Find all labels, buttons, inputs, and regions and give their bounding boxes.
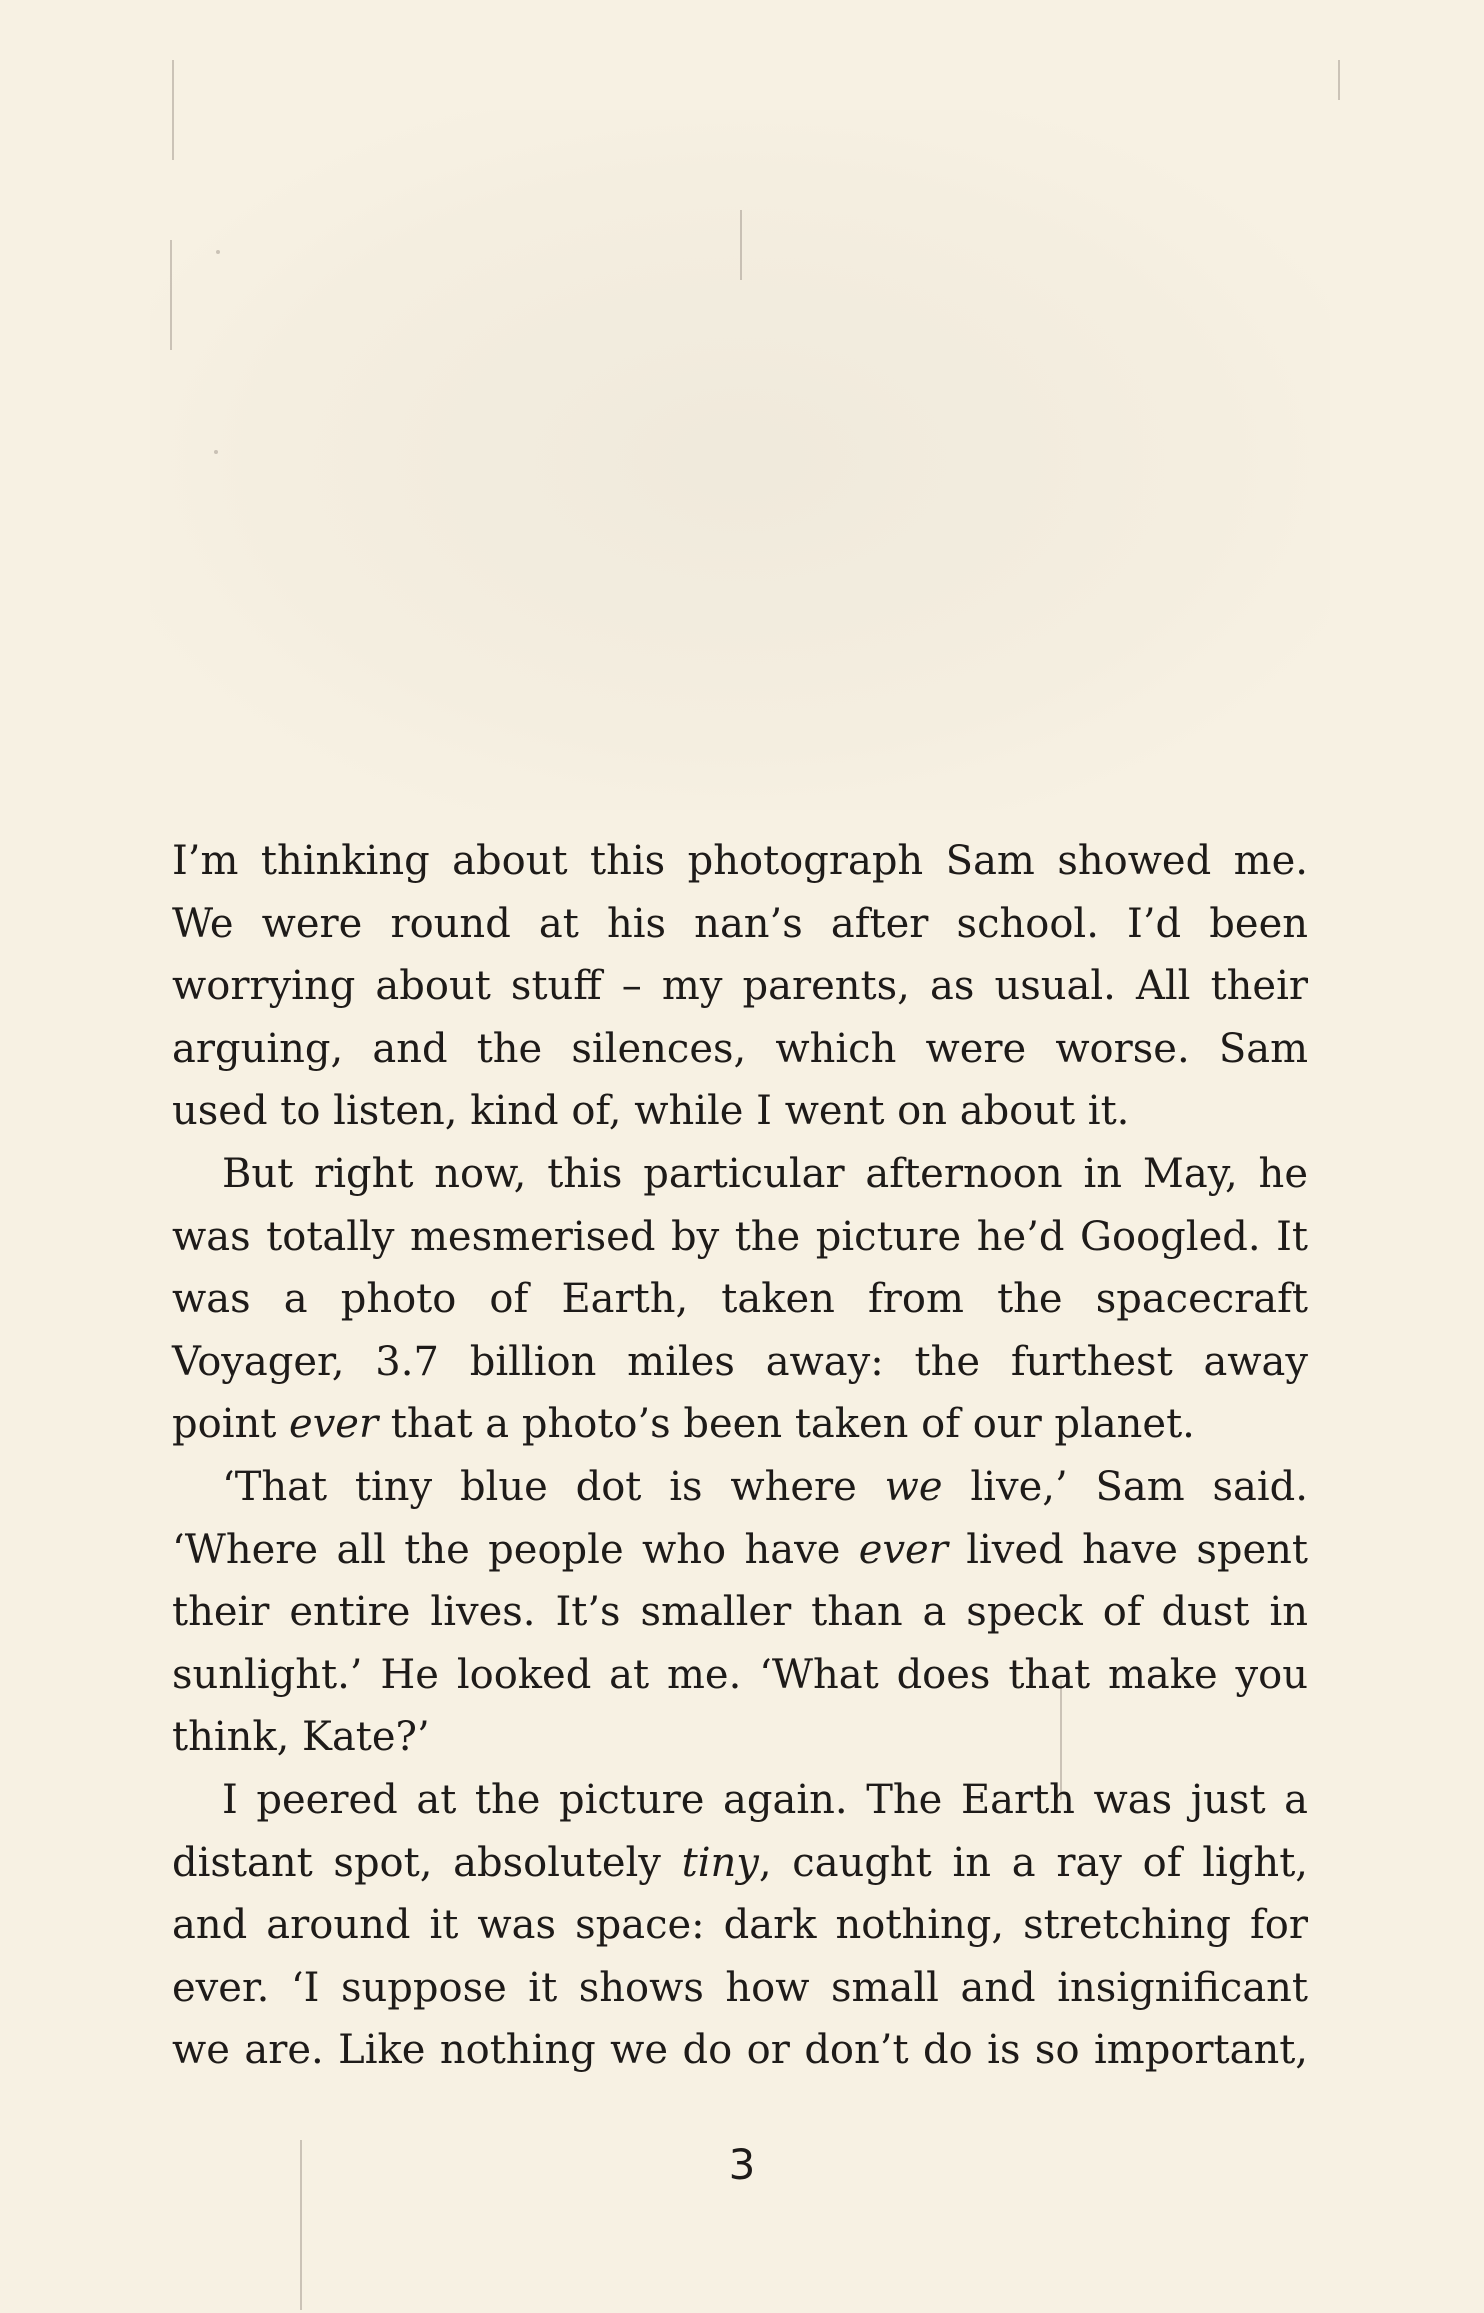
text-run: ‘Where all the people who have	[172, 1526, 859, 1573]
text-run: Voyager, 3.7 billion miles away: the furthest away	[172, 1338, 1308, 1385]
italic-text: tiny	[681, 1839, 759, 1886]
text-run: But right now, this particular afternoon in May, he	[222, 1150, 1308, 1197]
text-line	[172, 830, 1308, 893]
italic-text: ever	[858, 1526, 948, 1573]
text-line	[172, 1456, 1308, 1519]
text-run: ever. ‘I suppose it shows how small and insignificant	[172, 1964, 1308, 2011]
text-run: live,’ Sam said.	[942, 1463, 1308, 1510]
text-run: , caught in a ray of light,	[758, 1839, 1308, 1886]
text-run: ‘That tiny blue dot is where	[222, 1463, 885, 1510]
text-line	[172, 1206, 1308, 1269]
text-line	[172, 1832, 1308, 1895]
text-line	[172, 1769, 1308, 1832]
paper-mark	[1338, 60, 1340, 100]
text-line	[172, 1393, 1308, 1456]
text-run: I peered at the picture again. The Earth was just a	[222, 1776, 1308, 1823]
text-run: was a photo of Earth, taken from the spacecraft	[172, 1276, 1308, 1323]
text-run: We were round at his nan’s after school. I’d been	[172, 900, 1308, 947]
text-line	[172, 1018, 1308, 1081]
text-run: lived have spent	[947, 1526, 1308, 1573]
text-run: was totally mesmerised by the picture he’d Googled. It	[172, 1213, 1308, 1260]
text-run: and around it was space: dark nothing, stretching for	[172, 1902, 1308, 1949]
page-number: 3	[728, 2140, 756, 2189]
text-run: used to listen, kind of, while I went on about it.	[172, 1088, 1130, 1135]
text-run: we are. Like nothing we do or don’t do is so important,	[172, 2027, 1308, 2074]
italic-text: ever	[289, 1401, 379, 1448]
text-line	[172, 1268, 1308, 1331]
paper-mark	[172, 60, 174, 160]
text-line	[172, 1080, 1308, 1143]
text-line	[172, 1581, 1308, 1644]
text-line	[172, 893, 1308, 956]
paper-speck	[216, 250, 220, 254]
body-text	[172, 830, 1308, 2082]
text-run: think, Kate?’	[172, 1714, 430, 1761]
text-run: their entire lives. It’s smaller than a speck of dust in	[172, 1589, 1308, 1636]
text-line	[172, 2019, 1308, 2082]
text-run: that a photo’s been taken of our planet.	[378, 1401, 1195, 1448]
text-run: arguing, and the silences, which were worse. Sam	[172, 1025, 1308, 1072]
text-line	[172, 1519, 1308, 1582]
paper-speck	[214, 450, 218, 454]
italic-text: we	[884, 1463, 943, 1510]
text-run: worrying about stuff – my parents, as usual. All their	[172, 963, 1308, 1010]
text-run: point	[172, 1401, 290, 1448]
text-line	[172, 1331, 1308, 1394]
text-run: I’m thinking about this photograph Sam showed me.	[172, 838, 1308, 884]
text-line	[172, 1706, 1308, 1769]
text-line	[172, 1143, 1308, 1206]
paper-mark	[170, 240, 172, 350]
text-run: distant spot, absolutely	[172, 1839, 682, 1886]
text-line	[172, 1957, 1308, 2020]
text-line	[172, 1894, 1308, 1957]
paper-mark	[740, 210, 742, 280]
text-line	[172, 1644, 1308, 1707]
text-run: sunlight.’ He looked at me. ‘What does that make you	[172, 1651, 1308, 1698]
text-line	[172, 955, 1308, 1018]
